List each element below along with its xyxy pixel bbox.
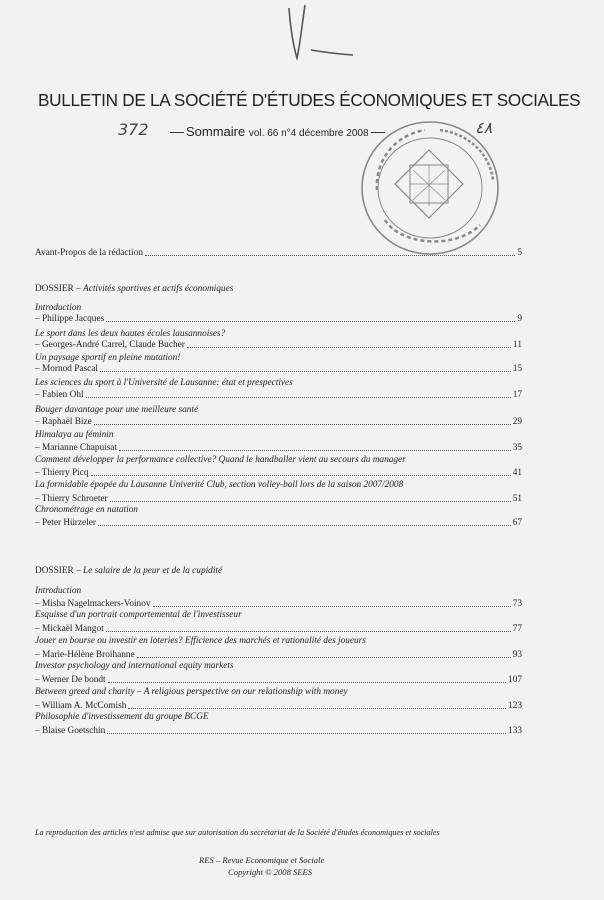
leader-dots	[86, 396, 511, 398]
leader-dots	[137, 656, 511, 658]
dossier-label: DOSSIER	[35, 284, 74, 294]
toc-entry[interactable]	[35, 443, 522, 453]
toc-entry[interactable]	[35, 468, 522, 478]
article-author: – William A. McComish	[35, 701, 127, 711]
dossier-theme: Activités sportives et actifs économiques	[83, 284, 234, 294]
leader-dots	[94, 423, 511, 425]
article-author: – Philippe Jacques	[35, 314, 105, 324]
leader-dots	[100, 370, 511, 372]
toc-entry[interactable]	[35, 599, 522, 609]
toc-page-number: 17	[512, 390, 522, 400]
toc-entry[interactable]	[35, 518, 522, 528]
toc-page-number: 93	[512, 650, 522, 660]
leader-dots	[110, 500, 511, 502]
toc-page-number: 35	[512, 443, 522, 453]
article-author: – Misha Nagelmackers-Voinov	[35, 599, 151, 609]
toc-entry-title: Avant-Propos de la rédaction	[35, 248, 143, 258]
toc-entry[interactable]	[35, 624, 522, 634]
leader-dots	[128, 707, 506, 709]
article-title: Les sciences du sport à l'Université de Lausanne: état et prespectives	[35, 378, 293, 388]
handwritten-number: 372	[118, 120, 149, 139]
sommaire-label: Sommaire	[186, 124, 246, 139]
article-title: Chronométrage en natation	[35, 505, 138, 515]
toc-entry[interactable]	[35, 726, 522, 736]
toc-entry[interactable]	[35, 364, 522, 374]
toc-entry-avant-propos[interactable]	[35, 248, 522, 258]
toc-page-number: 9	[517, 314, 522, 324]
article-author: – Fabien Ohl	[35, 390, 84, 400]
article-title: Un paysage sportif en pleine mutation!	[35, 353, 181, 363]
toc-page-number: 107	[508, 675, 522, 685]
reproduction-notice: La reproduction des articles n'est admise que sur autorisation du secrétariat de la Société d'études économiques et sociales	[35, 828, 440, 837]
toc-page-number: 73	[512, 599, 522, 609]
article-author: – Thierry Picq	[35, 468, 89, 478]
leader-dots	[106, 630, 511, 632]
toc-page-number: 41	[512, 468, 522, 478]
dossier-label: DOSSIER	[35, 566, 74, 576]
toc-entry[interactable]	[35, 701, 522, 711]
leader-dots	[187, 346, 511, 348]
article-author: – Peter Hürzeler	[35, 518, 96, 528]
leader-dots	[106, 320, 515, 322]
toc-entry[interactable]	[35, 390, 522, 400]
toc-page-number: 11	[513, 340, 522, 350]
article-title: Introduction	[35, 586, 82, 596]
article-title: Between greed and charity – A religious perspective on our relationship with money	[35, 687, 348, 697]
toc-entry[interactable]	[35, 650, 522, 660]
article-author: – Marie-Hélène Broihanne	[35, 650, 135, 660]
handwritten-mark-icon	[283, 0, 363, 65]
copyright: Copyright © 2008 SEES	[228, 867, 313, 877]
article-title: Comment développer la performance collective? Quand le handballer vient au secours du manager	[35, 455, 406, 465]
article-author: – Thierry Schroeter	[35, 494, 108, 504]
dossier-theme: Le salaire de la peur et de la cupidité	[83, 566, 223, 576]
leader-dots	[145, 254, 515, 256]
article-author: – Werner De bondt	[35, 675, 106, 685]
leader-dots	[98, 524, 511, 526]
sommaire-line	[168, 124, 387, 139]
dossier-heading: DOSSIER – Le salaire de la peur et de la cupidité	[35, 566, 223, 576]
article-author: – Raphaël Bize	[35, 417, 92, 427]
toc-page-number: 77	[512, 624, 522, 634]
article-title: Introduction	[35, 303, 82, 313]
article-author: – Mornod Pascal	[35, 364, 99, 374]
article-author: – Mickaël Mangot	[35, 624, 104, 634]
library-stamp-icon	[355, 120, 515, 260]
toc-page-number: 29	[512, 417, 522, 427]
toc-page-number: 15	[512, 364, 522, 374]
leader-dots	[119, 449, 511, 451]
toc-page-number: 51	[512, 494, 522, 504]
dossier-heading: DOSSIER – Activités sportives et actifs économiques	[35, 284, 234, 294]
article-title: Philosophie d'investissement du groupe BCGE	[35, 712, 209, 722]
leader-dots	[153, 605, 511, 607]
toc-page-number: 5	[517, 248, 522, 258]
leader-dots	[108, 681, 506, 683]
article-title: Jouer en bourse ou investir en loteries? Efficience des marchés et rationalité des joueurs	[35, 636, 366, 646]
toc-page-number: 133	[508, 726, 522, 736]
article-author: – Blaise Goetschin	[35, 726, 106, 736]
toc-entry[interactable]	[35, 494, 522, 504]
article-title: Himalaya au féminin	[35, 430, 114, 440]
toc-page-number: 123	[508, 701, 522, 711]
article-title: Bouger davantage pour une meilleure santé	[35, 405, 199, 415]
article-title: La formidable épopée du Lausanne Univerité Club, section volley-ball lors de la saison 2007/2008	[35, 480, 404, 490]
article-title: Esquisse d'un portrait comportemental de l'investisseur	[35, 610, 242, 620]
article-title: Le sport dans les deux hautes écoles lausannoises?	[35, 329, 226, 339]
article-author: – Marianne Chapuisat	[35, 443, 118, 453]
journal-title: BULLETIN DE LA SOCIÉTÉ D'ÉTUDES ÉCONOMIQUES ET SOCIALES	[38, 90, 581, 110]
sommaire-meta: vol. 66 n°4 décembre 2008	[248, 128, 369, 139]
leader-dots	[107, 732, 506, 734]
handwritten-corner-mark: ٤٨	[475, 118, 493, 137]
toc-entry[interactable]	[35, 675, 522, 685]
article-author: – Georges-André Carrel, Claude Bucher	[35, 340, 185, 350]
journal-name: RES – Revue Economique et Sociale	[199, 855, 325, 865]
toc-entry[interactable]	[35, 340, 522, 350]
rule-left	[170, 132, 184, 133]
article-title: Investor psychology and international equity markets	[35, 661, 234, 671]
toc-entry[interactable]	[35, 417, 522, 427]
toc-entry[interactable]	[35, 314, 522, 324]
toc-page-number: 67	[512, 518, 522, 528]
leader-dots	[91, 474, 511, 476]
